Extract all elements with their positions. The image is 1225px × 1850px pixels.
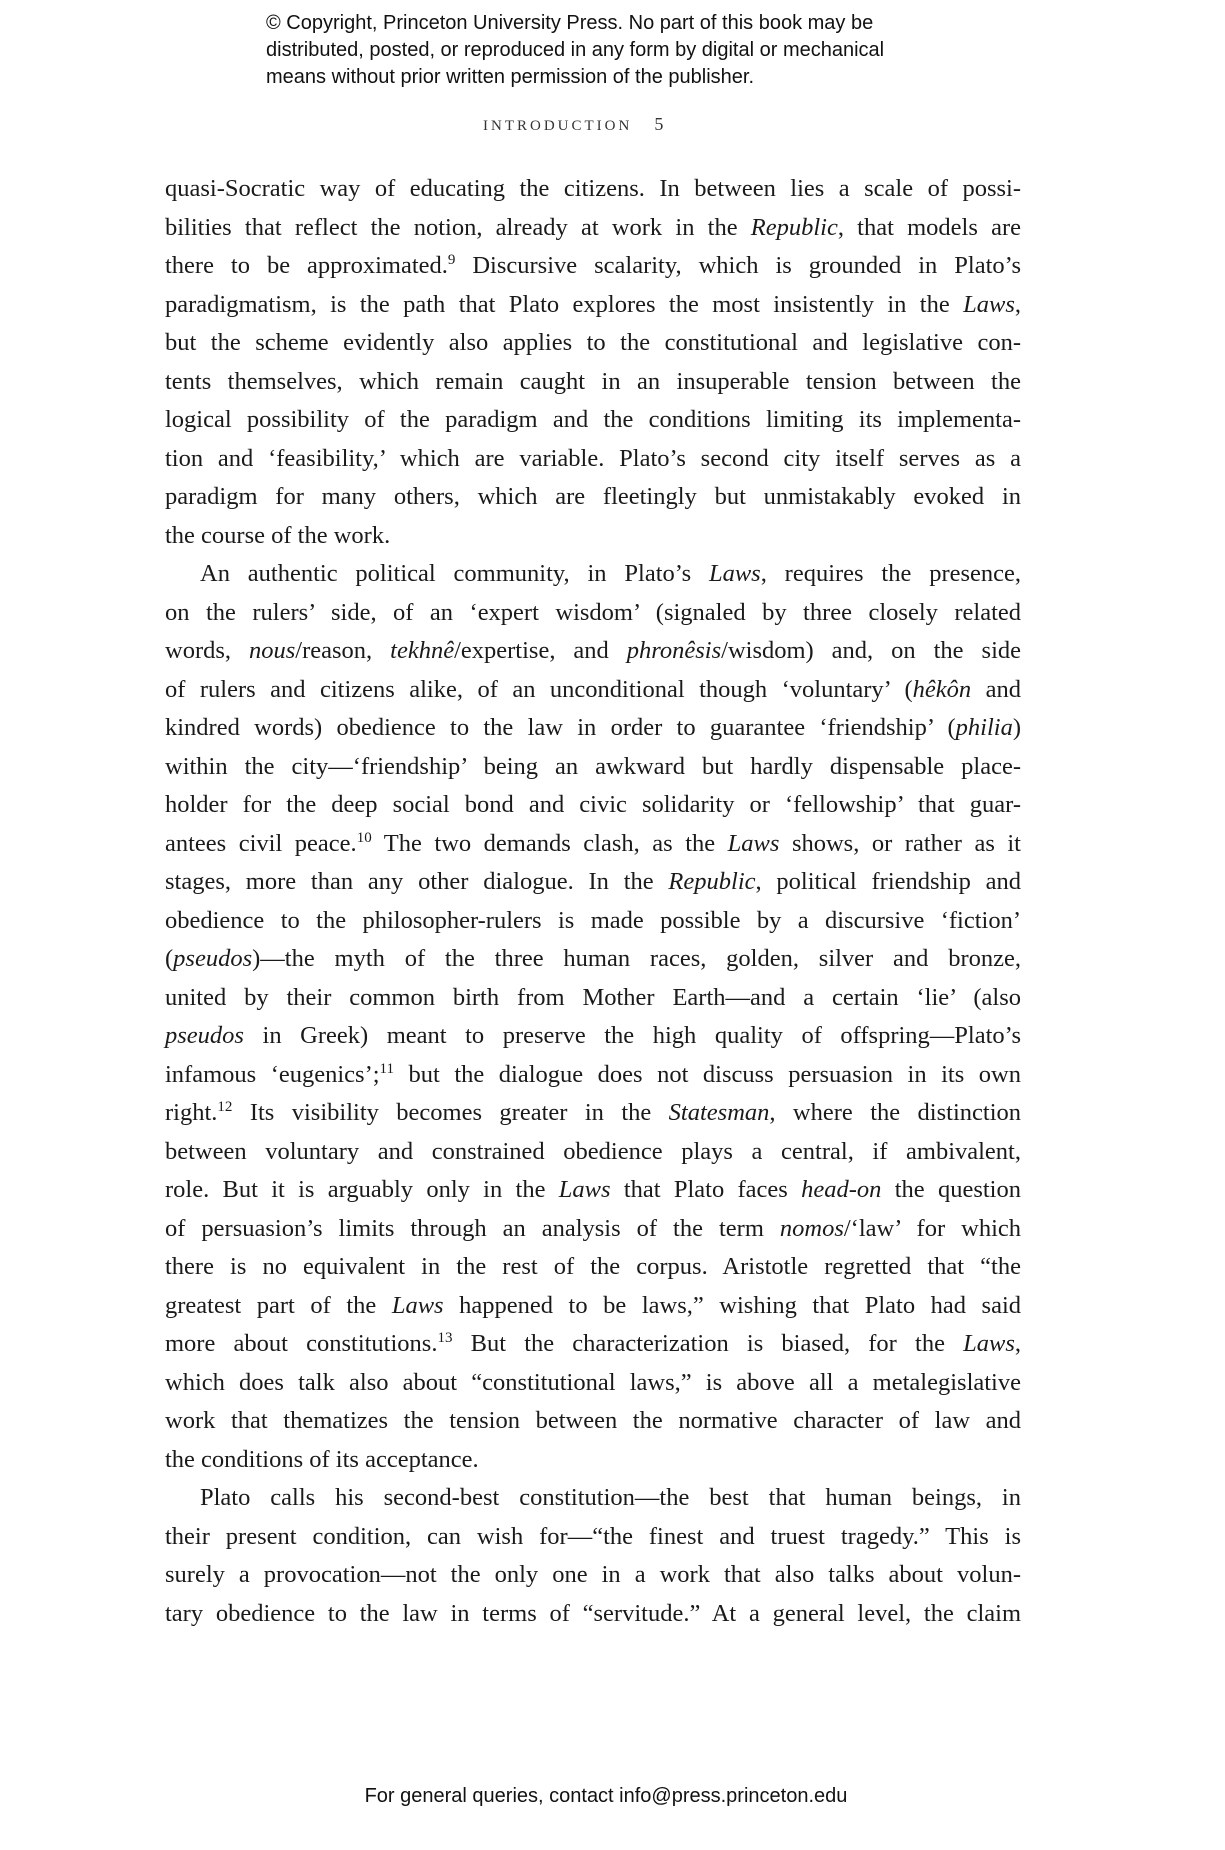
copyright-line: distributed, posted, or reproduced in any form by digital or mechanical (266, 39, 885, 61)
text-run: , that models are (837, 213, 1022, 241)
italic-term: Laws (708, 560, 761, 587)
text-run: surely a provocation—not the only one in a work that also talks about volun- (165, 1561, 1021, 1588)
italic-term: Statesman (668, 1099, 770, 1126)
text-line (165, 209, 1021, 248)
text-run: greatest part of the (165, 1291, 392, 1319)
text-line (165, 1017, 1021, 1056)
text-line (165, 1094, 1021, 1133)
text-run: words, (165, 637, 249, 664)
text-line (165, 632, 1021, 671)
italic-term: phronêsis (626, 637, 722, 664)
text-run: united by their common birth from Mother Earth—and a certain ‘lie’ (also (165, 983, 1021, 1011)
italic-term: Republic (668, 868, 756, 895)
text-run: between voluntary and constrained obedience plays a central, if ambivalent, (165, 1137, 1021, 1165)
italic-term: Republic (750, 213, 838, 241)
running-head (483, 114, 663, 135)
text-run: The two demands clash, as the (371, 829, 728, 857)
text-line (165, 1518, 1021, 1557)
text-run: role. But it is arguably only in the (165, 1176, 559, 1203)
text-line (165, 440, 1021, 479)
text-run: logical possibility of the paradigm and the conditions limiting its implementa- (165, 406, 1021, 433)
text-line (165, 786, 1021, 825)
text-run: , where the distinction (769, 1099, 1021, 1126)
text-line (165, 940, 1021, 979)
text-line (165, 825, 1021, 864)
footnote-reference: 10 (356, 829, 372, 846)
text-line (165, 1248, 1021, 1287)
text-line (165, 979, 1021, 1018)
text-line (165, 1479, 1021, 1518)
text-run: the question (881, 1176, 1021, 1203)
text-run: Plato calls his second-best constitution—the best that human beings, in (200, 1484, 1021, 1511)
text-line (165, 1402, 1021, 1441)
text-run: , (1014, 1330, 1021, 1357)
text-run: ( (165, 945, 174, 972)
footnote-reference: 9 (447, 252, 456, 268)
italic-term: hêkôn (912, 675, 972, 703)
italic-term: philia (955, 714, 1013, 741)
text-run: antees civil peace. (165, 829, 357, 857)
text-line (165, 1595, 1021, 1634)
text-run: the course of the work. (165, 521, 391, 549)
text-run: stages, more than any other dialogue. In the (165, 868, 669, 895)
footnote-reference: 13 (437, 1330, 453, 1346)
text-run: paradigm for many others, which are fleetingly but unmistakably evoked in (165, 483, 1021, 510)
footnote-reference: 12 (217, 1099, 233, 1115)
text-run: infamous ‘eugenics’; (165, 1060, 380, 1088)
text-run: within the city—‘friendship’ being an awkward but hardly dispensable place- (165, 752, 1021, 780)
text-line (165, 1133, 1021, 1172)
text-run: on the rulers’ side, of an ‘expert wisdom’ (signaled by three closely related (165, 598, 1021, 626)
text-run: Discursive scalarity, which is grounded in Plato’s (455, 252, 1021, 279)
text-run: their present condition, can wish for—“the finest and truest tragedy.” This is (165, 1522, 1021, 1550)
italic-term: Laws (727, 829, 780, 857)
text-run: there to be approximated. (165, 252, 448, 279)
text-line (165, 363, 1021, 402)
text-line (165, 1364, 1021, 1403)
text-run: right. (165, 1099, 218, 1126)
text-run: in Greek) meant to preserve the high quality of offspring—Plato’s (243, 1022, 1021, 1049)
italic-term: nomos (779, 1214, 844, 1242)
text-line (165, 671, 1021, 710)
italic-term: head-on (801, 1176, 882, 1203)
italic-term: Laws (391, 1291, 444, 1319)
text-line (165, 1325, 1021, 1364)
text-run: quasi-Socratic way of educating the citizens. In between lies a scale of possi- (165, 175, 1021, 202)
text-run: An authentic political community, in Plato’s (200, 560, 709, 587)
text-line (165, 1287, 1021, 1326)
text-run: tion and ‘feasibility,’ which are variable. Plato’s second city itself serves as a (165, 444, 1021, 472)
text-run: but the dialogue does not discuss persuasion in its own (394, 1060, 1021, 1088)
italic-term: pseudos (165, 1022, 244, 1049)
copyright-line: means without prior written permission of the publisher. (266, 66, 755, 88)
text-run: /reason, (295, 637, 391, 664)
text-run: /‘law’ for which (843, 1214, 1022, 1242)
text-run: bilities that reflect the notion, already at work in the (165, 213, 751, 241)
text-run: of persuasion’s limits through an analysis of the term (165, 1214, 780, 1242)
text-line (165, 1556, 1021, 1595)
text-line (165, 170, 1021, 209)
text-run: happened to be laws,” wishing that Plato had said (443, 1291, 1022, 1319)
text-run: paradigmatism, is the path that Plato explores the most insistently in the (165, 290, 964, 318)
page-number: 5 (654, 114, 664, 134)
text-run: /wisdom) and, on the side (721, 637, 1021, 664)
text-run: , (1014, 290, 1021, 318)
text-line (165, 863, 1021, 902)
text-line (165, 709, 1021, 748)
copyright-notice (266, 10, 884, 91)
text-line (165, 555, 1021, 594)
text-line (165, 1056, 1021, 1095)
text-run: the conditions of its acceptance. (165, 1445, 479, 1473)
text-line (165, 1171, 1021, 1210)
section-title: INTRODUCTION (483, 118, 633, 134)
copyright-line: © Copyright, Princeton University Press. No part of this book may be (266, 12, 874, 34)
text-line (165, 1441, 1021, 1480)
text-line (165, 286, 1021, 325)
text-run: work that thematizes the tension between the normative character of law and (165, 1407, 1021, 1434)
text-line (165, 902, 1021, 941)
footnote-reference: 11 (379, 1060, 394, 1077)
italic-term: nous (248, 637, 296, 664)
italic-term: tekhnê (390, 637, 455, 664)
footer-contact: For general queries, contact info@press.princeton.edu (364, 1785, 848, 1807)
text-run: of rulers and citizens alike, of an unconditional though ‘voluntary’ ( (165, 675, 913, 703)
text-run: /expertise, and (454, 637, 627, 664)
text-run: kindred words) obedience to the law in order to guarantee ‘friendship’ ( (165, 714, 956, 741)
text-run: which does talk also about “constitutional laws,” is above all a metalegislative (165, 1368, 1021, 1396)
text-line (165, 324, 1021, 363)
text-line (165, 247, 1021, 286)
text-run: holder for the deep social bond and civic solidarity or ‘fellowship’ that guar- (165, 791, 1021, 818)
text-line (165, 748, 1021, 787)
text-run: and (971, 675, 1021, 703)
text-line (165, 594, 1021, 633)
text-run: tary obedience to the law in terms of “servitude.” At a general level, the claim (165, 1599, 1021, 1627)
body-text (165, 170, 1021, 1633)
text-run: )—the myth of the three human races, golden, silver and bronze, (252, 945, 1021, 972)
text-run: , political friendship and (755, 868, 1022, 895)
text-run: that Plato faces (610, 1176, 802, 1203)
text-line (165, 1210, 1021, 1249)
italic-term: Laws (558, 1176, 611, 1203)
text-line (165, 478, 1021, 517)
text-run: But the characterization is biased, for the (452, 1330, 964, 1357)
text-run: but the scheme evidently also applies to the constitutional and legislative con- (165, 329, 1021, 356)
text-run: shows, or rather as it (779, 829, 1021, 857)
text-run: tents themselves, which remain caught in an insuperable tension between the (165, 367, 1021, 395)
text-run: Its visibility becomes greater in the (232, 1099, 669, 1126)
italic-term: Laws (963, 290, 1015, 318)
italic-term: pseudos (173, 945, 253, 972)
text-run: , requires the presence, (760, 560, 1022, 587)
text-run: more about constitutions. (165, 1330, 438, 1357)
text-run: ) (1012, 714, 1021, 741)
text-line (165, 517, 1021, 556)
text-line (165, 401, 1021, 440)
text-run: obedience to the philosopher-rulers is made possible by a discursive ‘fiction’ (165, 906, 1021, 934)
text-run: there is no equivalent in the rest of the corpus. Aristotle regretted that “the (165, 1253, 1021, 1280)
italic-term: Laws (963, 1330, 1015, 1357)
